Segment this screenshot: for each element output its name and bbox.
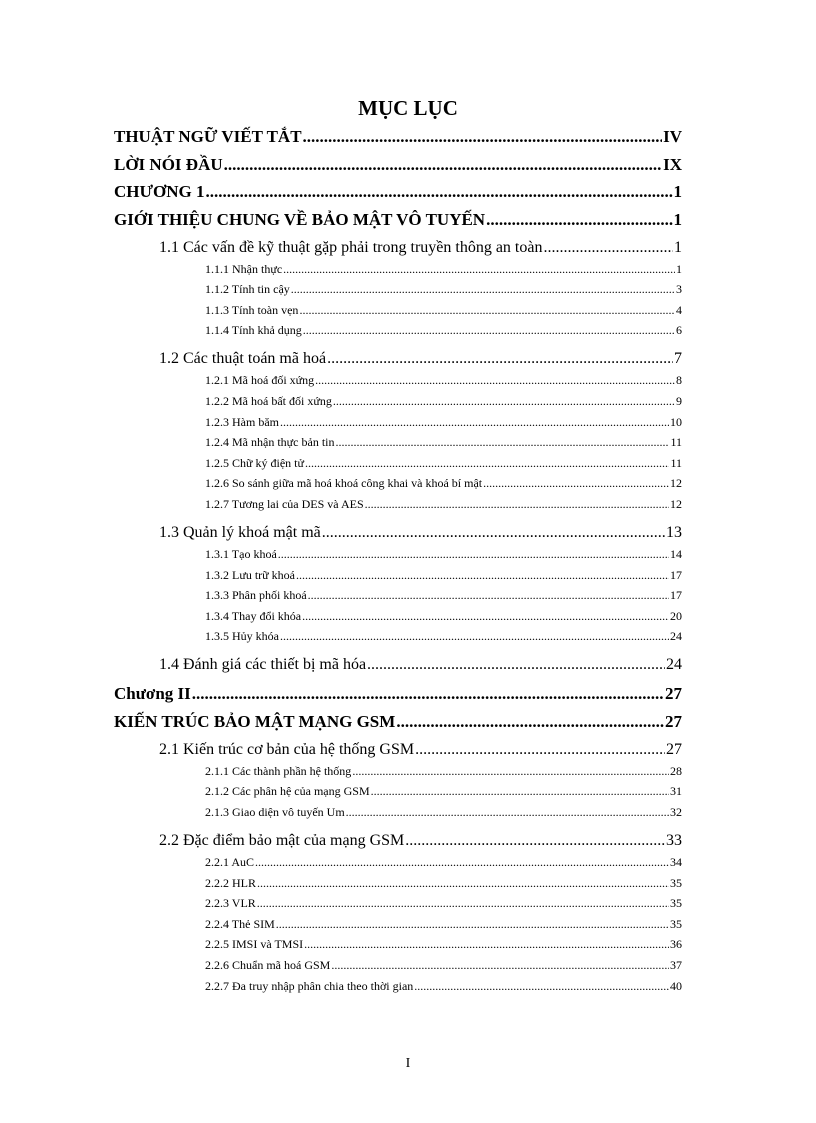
page-title: MỤC LỤC bbox=[358, 96, 458, 120]
toc-entry-page: 20 bbox=[670, 608, 682, 623]
toc-entry-title: 1.1.2 Tính tin cậy bbox=[205, 282, 290, 297]
toc-entry-title: KIẾN TRÚC BẢO MẬT MẠNG GSM bbox=[114, 711, 396, 731]
toc-entry-page: 27 bbox=[665, 684, 682, 704]
dot-leader bbox=[303, 127, 663, 147]
toc-entry-page: 17 bbox=[670, 588, 682, 603]
toc-entry-page: 28 bbox=[670, 763, 682, 778]
toc-entry[interactable] bbox=[114, 712, 682, 732]
dot-leader bbox=[352, 764, 669, 779]
toc-entry-page: 12 bbox=[670, 496, 682, 511]
dot-leader bbox=[315, 373, 675, 388]
toc-entry-title: 1.1.3 Tính toàn vẹn bbox=[205, 302, 299, 317]
toc-entry-title: 1.4 Đánh giá các thiết bị mã hóa bbox=[159, 656, 367, 674]
toc-entry[interactable] bbox=[205, 323, 682, 338]
toc-entry-page: 10 bbox=[670, 414, 682, 429]
toc-entry-title: GIỚI THIỆU CHUNG VỀ BẢO MẬT VÔ TUYẾN bbox=[114, 209, 486, 229]
toc-entry-page: 31 bbox=[670, 784, 682, 799]
toc-entry[interactable] bbox=[205, 497, 682, 512]
toc-entry-page: 11 bbox=[670, 435, 682, 450]
toc-entry-page: 12 bbox=[670, 476, 682, 491]
dot-leader bbox=[333, 394, 675, 409]
toc-entry-page: 3 bbox=[676, 282, 682, 297]
dot-leader bbox=[335, 435, 669, 450]
dot-leader bbox=[543, 239, 673, 257]
toc-entry-page: 8 bbox=[676, 373, 682, 388]
toc-entry-page: 17 bbox=[670, 567, 682, 582]
toc-entry-title: 1.3.4 Thay đổi khóa bbox=[205, 608, 302, 623]
toc-entry[interactable] bbox=[205, 373, 682, 388]
toc-entry[interactable] bbox=[159, 832, 682, 850]
toc-entry-title: 1.2 Các thuật toán mã hoá bbox=[159, 350, 327, 368]
toc-entry[interactable] bbox=[205, 609, 682, 624]
toc-entry-page: 37 bbox=[670, 958, 682, 972]
toc-entry[interactable] bbox=[159, 524, 682, 542]
dot-leader bbox=[327, 350, 673, 368]
toc-entry[interactable] bbox=[114, 155, 682, 175]
toc-entry-page: 1 bbox=[673, 182, 682, 201]
toc-entry-title: 2.2 Đặc điểm bảo mật của mạng GSM bbox=[159, 832, 405, 849]
toc-entry-title: 1.3.3 Phân phối khoá bbox=[205, 588, 307, 603]
toc-entry[interactable] bbox=[205, 262, 682, 277]
dot-leader bbox=[280, 415, 669, 430]
dot-leader bbox=[308, 588, 669, 603]
toc-entry-page: 40 bbox=[670, 978, 682, 993]
toc-entry[interactable] bbox=[205, 876, 682, 891]
toc-entry[interactable] bbox=[114, 182, 682, 202]
toc-entry[interactable] bbox=[114, 684, 682, 704]
toc-entry[interactable] bbox=[205, 764, 682, 779]
dot-leader bbox=[283, 262, 675, 277]
dot-leader bbox=[303, 323, 675, 338]
dot-leader bbox=[206, 182, 673, 202]
toc-entry-page: 1 bbox=[673, 209, 682, 229]
dot-leader bbox=[483, 476, 669, 491]
toc-entry[interactable] bbox=[159, 741, 682, 759]
toc-entry-title: 2.2.1 AuC bbox=[205, 855, 255, 869]
toc-entry-title: 2.1.2 Các phân hệ của mạng GSM bbox=[205, 784, 370, 799]
toc-entry-page: 35 bbox=[670, 916, 682, 931]
dot-leader bbox=[255, 855, 669, 870]
dot-leader bbox=[305, 456, 669, 471]
toc-entry-page: 33 bbox=[666, 832, 682, 849]
toc-entry-title: 1.3.2 Lưu trữ khoá bbox=[205, 567, 295, 582]
toc-entry[interactable] bbox=[205, 917, 682, 932]
toc-entry[interactable] bbox=[205, 282, 682, 297]
toc-entry-page: 34 bbox=[670, 855, 682, 869]
toc-entry[interactable] bbox=[159, 350, 682, 368]
dot-leader bbox=[346, 805, 669, 820]
dot-leader bbox=[257, 876, 669, 891]
dot-leader bbox=[299, 303, 675, 318]
toc-entry-title: THUẬT NGỮ VIẾT TẮT bbox=[114, 127, 302, 146]
dot-leader bbox=[331, 958, 669, 973]
toc-entry[interactable] bbox=[205, 855, 682, 870]
page-number: I bbox=[405, 1056, 411, 1071]
toc-entry-title: 1.2.4 Mã nhận thực bản tin bbox=[205, 435, 335, 450]
toc-entry-page: 32 bbox=[670, 805, 682, 819]
dot-leader bbox=[371, 784, 669, 799]
toc-entry-title: 1.1.1 Nhận thực bbox=[205, 261, 283, 276]
toc-entry-title: 2.2.7 Đa truy nhập phân chia theo thời gian bbox=[205, 978, 414, 993]
toc-entry[interactable] bbox=[205, 394, 682, 409]
toc-entry[interactable] bbox=[205, 303, 682, 318]
dot-leader bbox=[278, 547, 669, 562]
toc-entry-page: 35 bbox=[670, 875, 682, 890]
toc-entry[interactable] bbox=[205, 547, 682, 562]
toc-entry-title: 2.2.2 HLR bbox=[205, 875, 256, 890]
dot-leader bbox=[192, 684, 664, 704]
dot-leader bbox=[304, 937, 669, 952]
toc-entry[interactable] bbox=[205, 629, 682, 644]
toc-entry-title: 1.2.7 Tương lai của DES và AES bbox=[205, 496, 364, 511]
toc-entry-title: 1.2.2 Mã hoá bất đối xứng bbox=[205, 393, 332, 408]
toc-entry-page: IV bbox=[663, 127, 682, 146]
toc-entry[interactable] bbox=[205, 456, 682, 471]
toc-entry-title: 1.2.6 So sánh giữa mã hoá khoá công khai và khoá bí mật bbox=[205, 476, 483, 491]
toc-entry-page: 27 bbox=[666, 740, 682, 758]
toc-entry[interactable] bbox=[205, 937, 682, 952]
dot-leader bbox=[322, 524, 665, 542]
dot-leader bbox=[365, 497, 669, 512]
toc-entry-title: 2.2.6 Chuẩn mã hoá GSM bbox=[205, 958, 331, 972]
toc-entry-title: 1.1.4 Tính khả dụng bbox=[205, 323, 302, 338]
toc-entry[interactable] bbox=[205, 415, 682, 430]
toc-entry[interactable] bbox=[205, 805, 682, 820]
dot-leader bbox=[367, 656, 665, 674]
toc-entry[interactable] bbox=[114, 127, 682, 147]
dot-leader bbox=[257, 896, 669, 911]
toc-entry-title: 1.3.1 Tạo khoá bbox=[205, 546, 277, 561]
toc-entry-title: LỜI NÓI ĐẦU bbox=[114, 154, 223, 174]
toc-entry-page: 1 bbox=[676, 261, 682, 276]
toc-entry-page: 7 bbox=[674, 350, 682, 368]
toc-entry-page: IX bbox=[663, 154, 682, 174]
toc-entry-title: 2.2.4 Thẻ SIM bbox=[205, 916, 275, 931]
dot-leader bbox=[291, 282, 675, 297]
dot-leader bbox=[405, 832, 665, 850]
toc-entry-title: 2.2.3 VLR bbox=[205, 896, 256, 911]
toc-entry-title: 1.3.5 Hủy khóa bbox=[205, 629, 279, 644]
toc-entry-title: 1.2.5 Chữ ký điện tử bbox=[205, 455, 305, 470]
dot-leader bbox=[296, 568, 669, 583]
dot-leader bbox=[280, 629, 669, 644]
toc-entry[interactable] bbox=[205, 958, 682, 973]
toc-entry-title: 1.3 Quản lý khoá mật mã bbox=[159, 523, 321, 541]
toc-entry[interactable] bbox=[205, 979, 682, 994]
toc-entry-title: 1.2.1 Mã hoá đối xứng bbox=[205, 373, 315, 388]
dot-leader bbox=[396, 712, 664, 732]
toc-entry-page: 14 bbox=[670, 546, 682, 561]
toc-entry[interactable] bbox=[205, 896, 682, 911]
toc-entry-title: 2.2.5 IMSI và TMSI bbox=[205, 937, 304, 952]
toc-entry-page: 36 bbox=[670, 937, 682, 952]
toc-entry[interactable] bbox=[159, 239, 682, 257]
toc-entry[interactable] bbox=[205, 568, 682, 583]
toc-entry-title: 1.1 Các vấn đề kỹ thuật gặp phải trong truyền thông an toàn bbox=[159, 238, 543, 256]
toc-entry-page: 1 bbox=[674, 238, 682, 256]
toc-entry-title: CHƯƠNG 1 bbox=[114, 182, 205, 201]
toc-entry[interactable] bbox=[205, 784, 682, 799]
dot-leader bbox=[414, 979, 669, 994]
toc-entry-page: 35 bbox=[670, 896, 682, 911]
dot-leader bbox=[302, 609, 669, 624]
toc-entry[interactable] bbox=[205, 435, 682, 450]
toc-entry-page: 27 bbox=[665, 711, 682, 731]
toc-entry[interactable] bbox=[205, 588, 682, 603]
toc-entry-page: 6 bbox=[676, 323, 682, 338]
toc-entry-title: 2.1.1 Các thành phần hệ thống bbox=[205, 763, 352, 778]
toc-entry[interactable] bbox=[205, 476, 682, 491]
toc-entry-title: 1.2.3 Hàm băm bbox=[205, 414, 279, 429]
toc-entry-page: 11 bbox=[670, 455, 682, 470]
toc-entry[interactable] bbox=[159, 656, 682, 674]
dot-leader bbox=[224, 155, 662, 175]
toc-entry[interactable] bbox=[114, 210, 682, 230]
toc-entry-page: 9 bbox=[676, 393, 682, 408]
toc-entry-page: 24 bbox=[670, 629, 682, 644]
dot-leader bbox=[486, 210, 672, 230]
toc-entry-title: 2.1.3 Giao diện vô tuyến Um bbox=[205, 805, 345, 819]
toc-entry-title: Chương II bbox=[114, 684, 191, 704]
dot-leader bbox=[415, 741, 665, 759]
toc-entry-page: 13 bbox=[666, 523, 682, 541]
toc-entry-page: 4 bbox=[676, 302, 682, 317]
toc-entry-page: 24 bbox=[666, 656, 682, 674]
dot-leader bbox=[276, 917, 669, 932]
toc-entry-title: 2.1 Kiến trúc cơ bản của hệ thống GSM bbox=[159, 740, 415, 758]
